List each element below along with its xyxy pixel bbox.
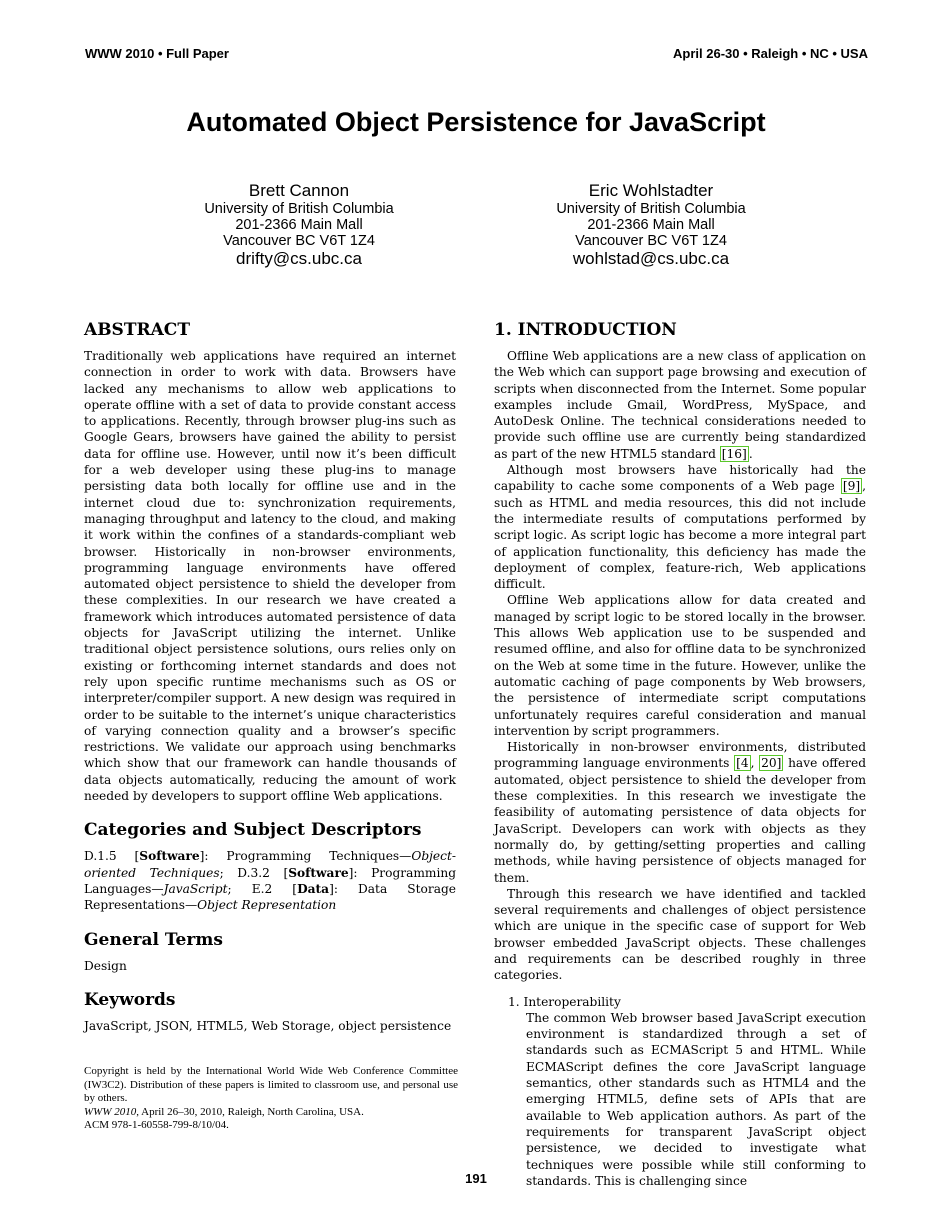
copyright-isbn: ACM 978-1-60558-799-8/10/04. xyxy=(84,1119,229,1132)
author-name: Brett Cannon xyxy=(248,181,350,200)
author-affiliation: University of British Columbia xyxy=(204,201,394,217)
abstract-heading: ABSTRACT xyxy=(84,320,190,340)
author-block-1 xyxy=(139,181,459,268)
author-address: Vancouver BC V6T 1Z4 xyxy=(575,233,727,249)
intro-paragraph: Offline Web applications allow for data created and managed by script logic to be stored locally in the browser. This allows Web application use to be suspended and resumed offline, and also for offline data to be synchronized on the Web at some time in the future. However, unlike the automatic caching of page components by Web browsers, the persistence of intermediate script computations unfortunately requires careful consideration and manual intervention by script programmers. xyxy=(494,593,866,738)
copyright-date: , April 26–30, 2010, Raleigh, North Carolina, USA. xyxy=(136,1105,364,1118)
list-item-body: The common Web browser based JavaScript execution environment is standardized through a set of standards such as ECMAScript 5 and HTML. While ECMAScript defines the core JavaScript language semantics, other standards such as HTML4 and the emerging HTML5, define sets of APIs that are available to Web application authors. As part of the requirements for transparent JavaScript object persistence, we decided to investigate what techniques were possible while still conforming to standards. This is challenging since xyxy=(526,1010,866,1188)
keywords-text: JavaScript, JSON, HTML5, Web Storage, object persistence xyxy=(84,1018,452,1033)
list-item-heading: 1. Interoperability xyxy=(508,994,621,1009)
author-email: wohlstad@cs.ubc.ca xyxy=(572,249,730,268)
author-address: Vancouver BC V6T 1Z4 xyxy=(223,233,375,249)
author-name: Eric Wohlstadter xyxy=(588,181,714,200)
author-block-2 xyxy=(491,181,811,268)
author-address: 201-2366 Main Mall xyxy=(587,217,715,233)
intro-paragraph: Although most browsers have historically had the capability to cache some components of a Web page [9] , such as HTML and media resources, this did not include the intermediate results of computations performed by script logic. As script logic has become a more integral part of application functionality, this deficiency has made the deployment of complex, feature-rich, Web applications difficult. xyxy=(494,463,866,592)
keywords-heading: Keywords xyxy=(84,989,176,1010)
general-terms-heading: General Terms xyxy=(84,929,223,950)
copyright-line: Copyright is held by the International World Wide Web Conference Committee (IW3C2). Distribution of these papers is limited to classroom use, and personal use by others. xyxy=(84,1065,458,1105)
author-address: 201-2366 Main Mall xyxy=(235,217,363,233)
introduction-heading: 1. INTRODUCTION xyxy=(494,320,677,340)
paper-title: Automated Object Persistence for JavaScript xyxy=(186,107,766,137)
running-header-left: WWW 2010 • Full Paper xyxy=(85,46,229,61)
citation-link[interactable]: 20] xyxy=(761,756,782,771)
citation-link[interactable]: [16] xyxy=(721,446,747,461)
page-number: 191 xyxy=(465,1171,487,1186)
intro-paragraph: Through this research we have identified and tackled several requirements and challenges of object persistence which are unique in the specific case of support for Web browser embedded JavaScript objects. These challenges and requirements can be described roughly in three categories. xyxy=(494,886,866,983)
copyright-venue: WWW 2010 xyxy=(84,1105,137,1118)
abstract-text: Traditionally web applications have required an internet connection in order to work with data. Browsers have lacked any mechanisms to allow web applications to operate offline with a set of data to provide constant access to applications. Recently, through browser plug-ins such as Google Gears, browsers have gained the ability to persist data for offline use. However, until now it’s been difficult for a web developer using these plug-ins to manage persisting data both locally for offline use and in the internet cloud due to: synchronization requirements, managing throughput and latency to the cloud, and making it work within the confines of a standards-compliant web browser. Historically in non-browser environments, programming language environments have offered automated object persistence to shield the developer from these complexities. In our research we have created a framework which introduces automated persistence of data objects for JavaScript utilizing the internet. Unlike traditional object persistence solutions, ours relies only on existing or forthcoming internet standards and does not rely upon specific runtime mechanisms such as OS or interpreter/compiler support. A new design was required in order to be suitable to the internet’s unique characteristics of varying connection quality and a browser’s specific restrictions. We validate our approach using benchmarks which show that our framework can handle thousands of data objects automatically, reducing the amount of work needed by developers to support offline Web applications. xyxy=(84,349,456,804)
author-email: drifty@cs.ubc.ca xyxy=(236,249,362,268)
general-terms-text: Design xyxy=(84,958,127,973)
citation-link[interactable]: [9] xyxy=(842,479,861,494)
right-column xyxy=(494,318,866,1189)
intro-paragraph: Offline Web applications are a new class of application on the Web which can support page browsing and execution of scripts when disconnected from the Internet. Some popular examples include Gmail, WordPress, MySpace, and AutoDesk Online. The technical considerations needed to provide such offline use are currently being standardized as part of the new HTML5 standard [16] . xyxy=(494,349,866,461)
requirements-list xyxy=(508,994,866,1190)
intro-paragraph: Historically in non-browser environments, distributed programming language environments [4 , 20] have offered automated, object persistence to shield the developer from these complexities. In this research we investigate the feasibility of automating persistence of data objects for JavaScript. Developers can work with objects as they normally do, by getting/setting properties and calling methods, while having persistence of objects managed for them. xyxy=(494,740,867,885)
left-column xyxy=(84,318,456,1034)
copyright-notice xyxy=(84,1065,458,1133)
author-affiliation: University of British Columbia xyxy=(556,201,746,217)
running-header-right: April 26-30 • Raleigh • NC • USA xyxy=(673,46,868,61)
categories-text: D.1.5 [Software]: Programming Techniques—Object-oriented Techniques; D.3.2 [Software]: Programming Languages—JavaScript; E.2 [Data]: Data Storage Representations—Object Representation xyxy=(84,849,457,913)
categories-heading: Categories and Subject Descriptors xyxy=(84,820,422,841)
citation-link[interactable]: [4 xyxy=(736,756,749,771)
